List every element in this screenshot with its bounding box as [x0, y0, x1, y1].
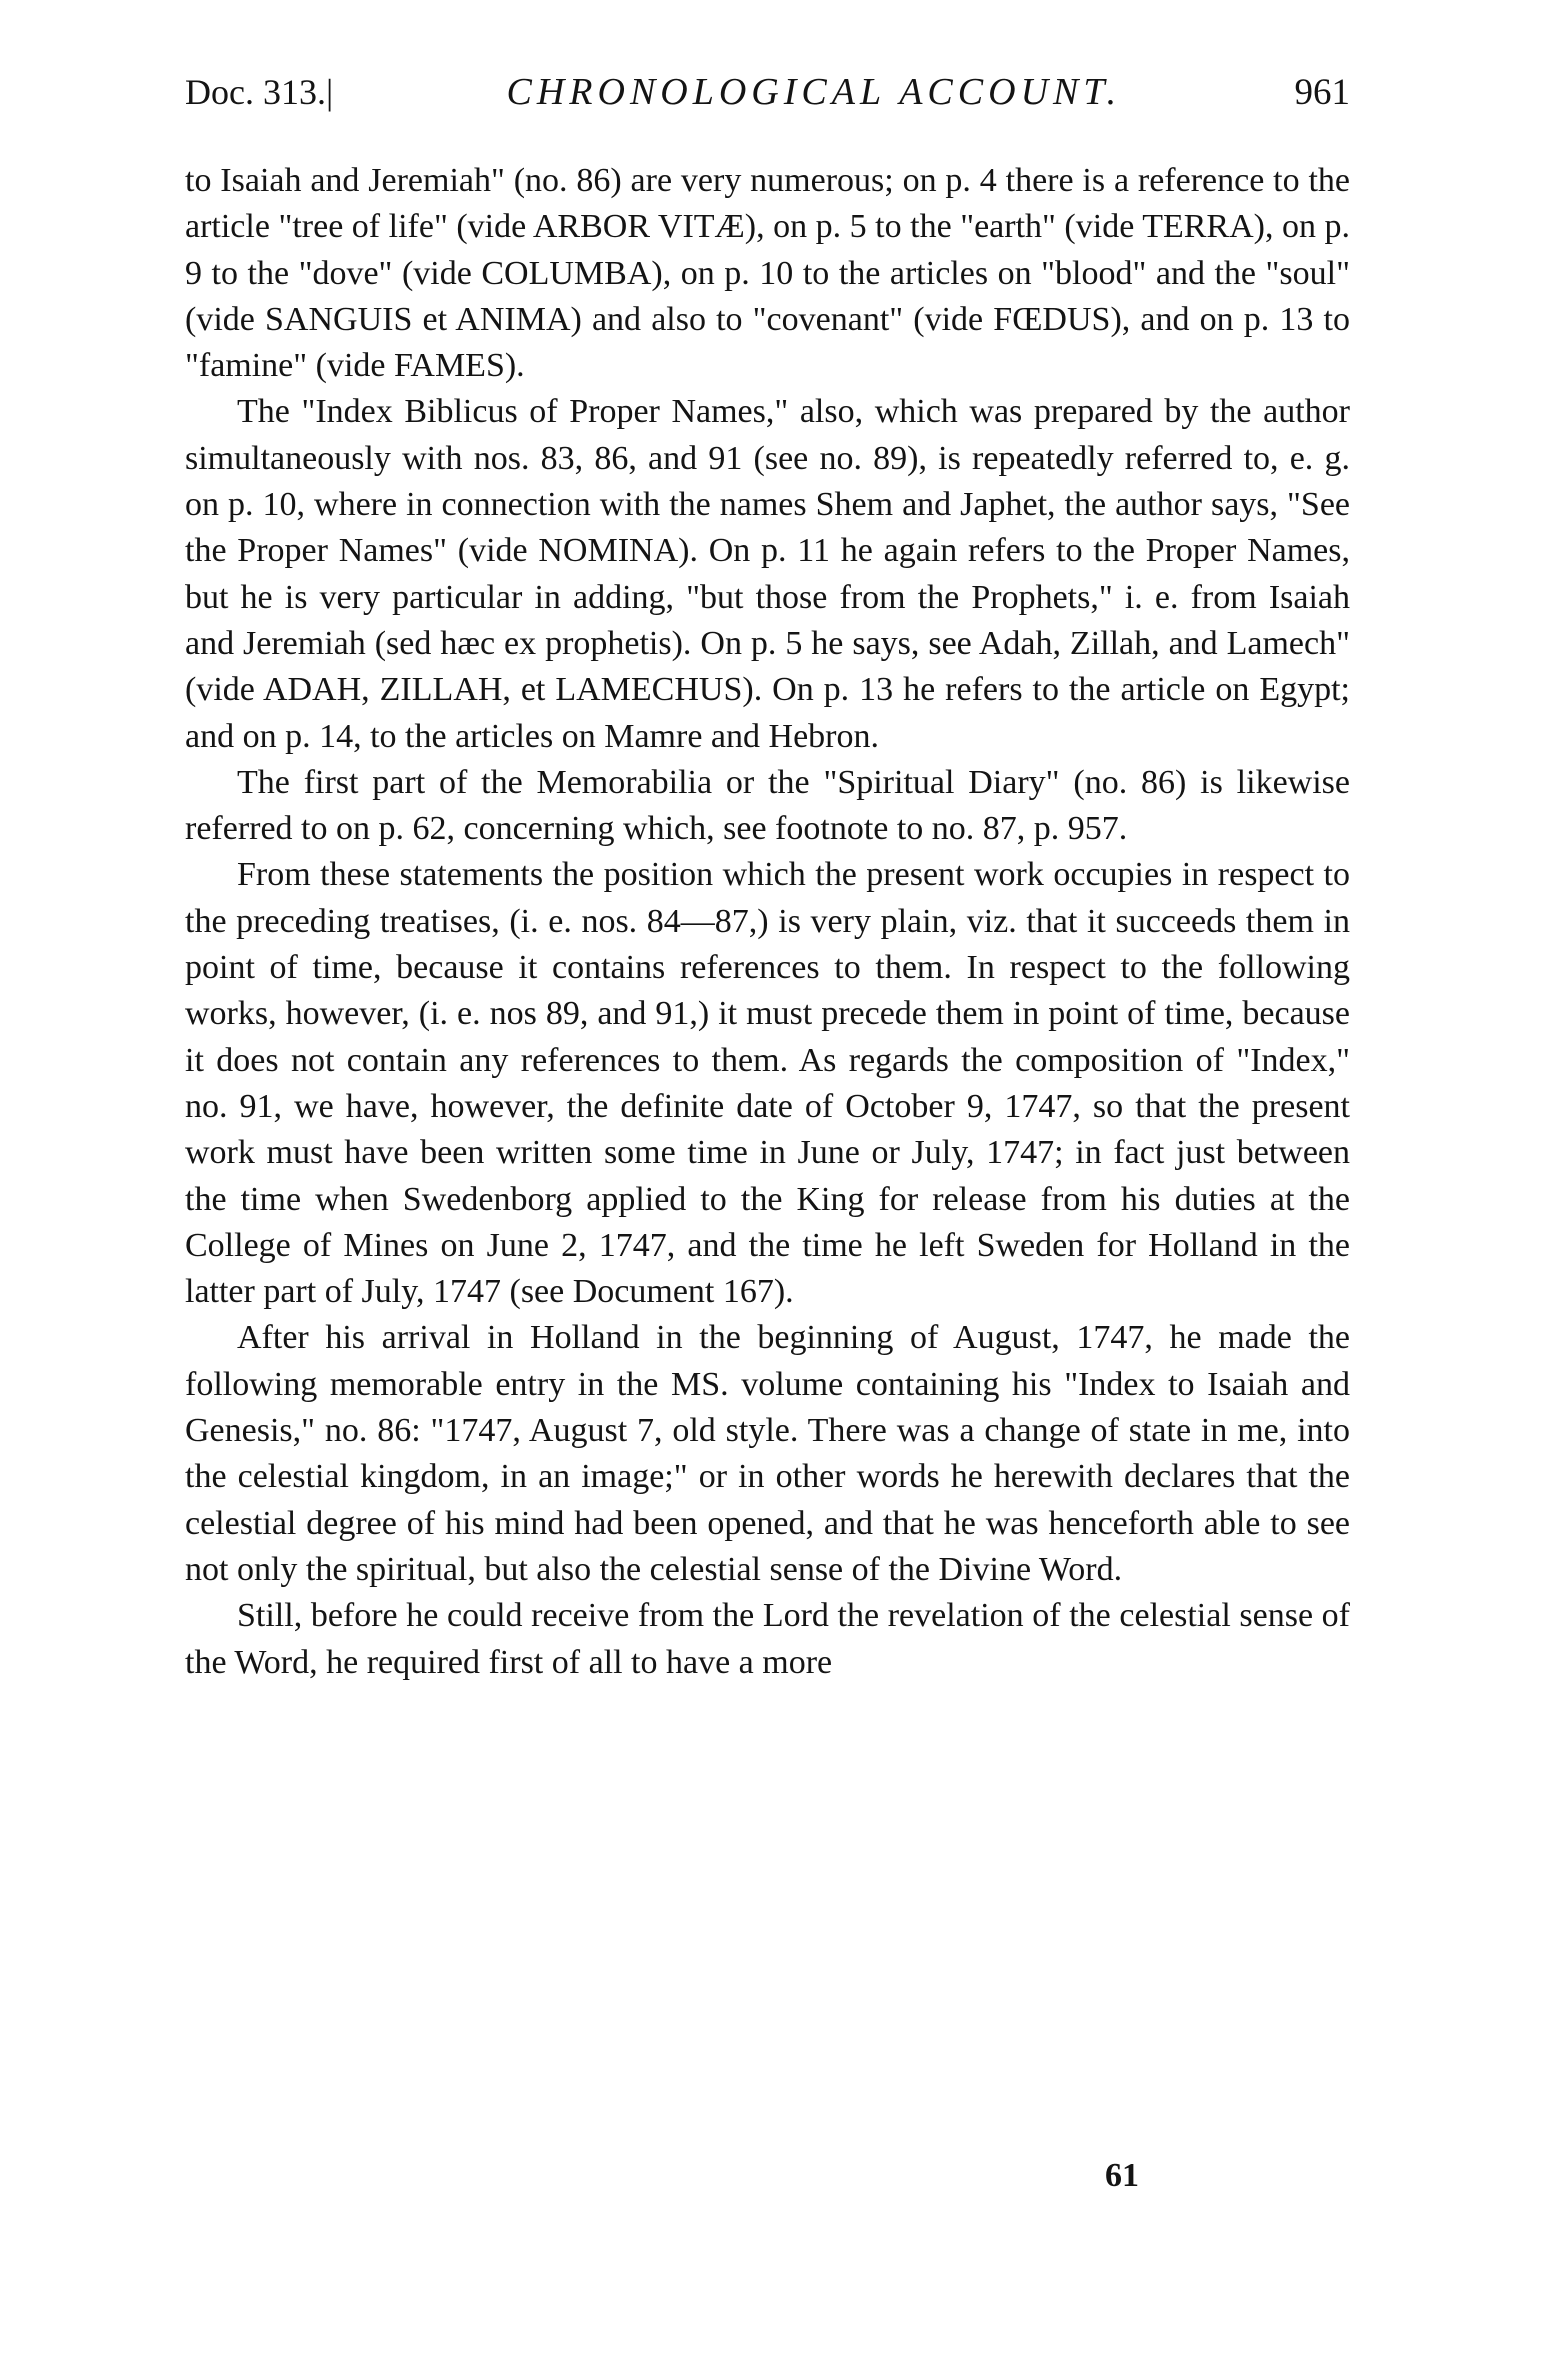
paragraph: The "Index Biblicus of Proper Names," also, which was prepared by the author simultaneously with nos. 83, 86, and 91 (see no. 89), is repeatedly referred to, e. g. on p. 10, where in connection with the names Shem and Japhet, the author says, "See the Proper Names" (vide NOMINA). On p. 11 he again refers to the Proper Names, but he is very particular in adding, "but those from the Prophets," i. e. from Isaiah and Jeremiah (sed hæc ex prophetis). On p. 5 he says, see Adah, Zillah, and Lamech" (vide ADAH, ZILLAH, et LAMECHUS). On p. 13 he refers to the article on Egypt; and on p. 14, to the articles on Mamre and Hebron.	[185, 393, 1350, 755]
body-text	[185, 158, 1350, 1686]
page-number: 961	[1294, 72, 1350, 113]
paragraph: After his arrival in Holland in the beginning of August, 1747, he made the following memorable entry in the MS. volume containing his "Index to Isaiah and Genesis," no. 86: "1747, August 7, old style. There was a change of state in me, into the celestial kingdom, in an image;" or in other words he herewith declares that the celestial degree of his mind had been opened, and that he was henceforth able to see not only the spiritual, but also the celestial sense of the Divine Word.	[185, 1319, 1350, 1588]
paragraph: to Isaiah and Jeremiah" (no. 86) are very numerous; on p. 4 there is a reference to the article "tree of life" (vide ARBOR VITÆ), on p. 5 to the "earth" (vide TERRA), on p. 9 to the "dove" (vide COLUMBA), on p. 10 to the articles on "blood" and the "soul" (vide SANGUIS et ANIMA) and also to "covenant" (vide FŒDUS), and on p. 13 to "famine" (vide FAMES).	[185, 162, 1350, 385]
running-title: CHRONOLOGICAL ACCOUNT.	[506, 71, 1122, 113]
document-number: Doc. 313.|	[185, 72, 334, 112]
running-header	[185, 70, 1350, 114]
paragraph: Still, before he could receive from the Lord the revelation of the celestial sense of the Word, he required first of all to have a more	[185, 1597, 1350, 1681]
signature-mark: 61	[1105, 2157, 1139, 2194]
paragraph: From these statements the position which the present work occupies in respect to the preceding treatises, (i. e. nos. 84—87,) is very plain, viz. that it succeeds them in point of time, because it contains references to them. In respect to the following works, however, (i. e. nos 89, and 91,) it must precede them in point of time, because it does not contain any references to them. As regards the composition of "Index," no. 91, we have, however, the definite date of October 9, 1747, so that the present work must have been written some time in June or July, 1747; in fact just between the time when Swedenborg applied to the King for release from his duties at the College of Mines on June 2, 1747, and the time he left Sweden for Holland in the latter part of July, 1747 (see Document 167).	[185, 856, 1350, 1311]
document-page	[185, 70, 1350, 1686]
paragraph: The first part of the Memorabilia or the "Spiritual Diary" (no. 86) is likewise referred to on p. 62, concerning which, see footnote to no. 87, p. 957.	[185, 763, 1350, 848]
